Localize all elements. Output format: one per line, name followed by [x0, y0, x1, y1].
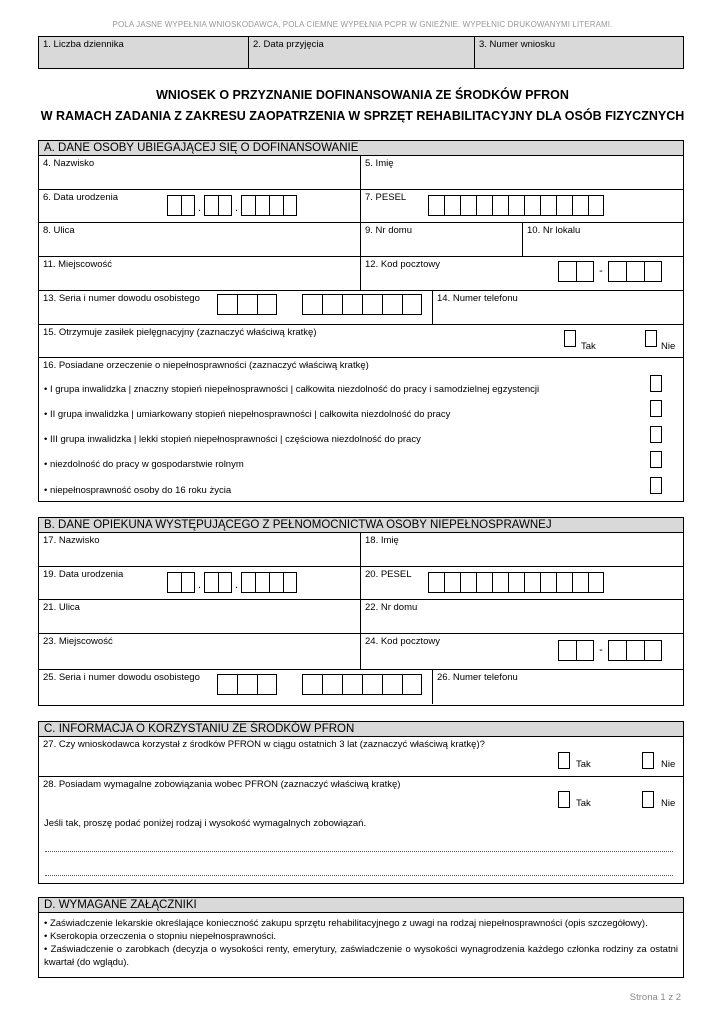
guardian-id-card-field[interactable]	[39, 670, 433, 704]
allowance-yes-label: Tak	[581, 341, 596, 352]
title-line-2: W RAMACH ZADANIA Z ZAKRESU ZAOPATRZENIA W SPRZĘT REHABILITACYJNY DLA OSÓB FIZYCZNYCH	[40, 109, 685, 123]
surname-field[interactable]	[39, 156, 361, 189]
id-card-label: 13. Seria i numer dowodu osobistego	[43, 293, 200, 304]
allowance-no-checkbox[interactable]	[645, 330, 657, 347]
section-d-heading: D. WYMAGANE ZAŁĄCZNIKI	[39, 898, 683, 913]
id-card-boxes[interactable]	[217, 294, 422, 315]
pesel-field[interactable]	[361, 190, 683, 222]
title-line-1: WNIOSEK O PRZYZNANIE DOFINANSOWANIA ZE ŚRODKÓW PFRON	[156, 88, 569, 102]
q28-no-label: Nie	[661, 798, 676, 809]
application-number-field	[475, 37, 683, 68]
birth-date-label: 6. Data urodzenia	[43, 192, 118, 203]
pfron-usage-question	[39, 737, 683, 776]
guardian-house-number-label: 22. Nr domu	[365, 602, 418, 613]
guardian-birth-date-boxes[interactable]: . .	[167, 572, 297, 593]
q28-label: 28. Posiadam wymagalne zobowiązania wobec PFRON (zaznaczyć właściwą kratkę)	[43, 779, 401, 790]
postal-code-field[interactable]	[361, 257, 683, 290]
liabilities-line-2[interactable]	[45, 875, 673, 876]
q27-yes-checkbox[interactable]	[558, 752, 570, 769]
birth-date-boxes[interactable]: . .	[167, 195, 297, 216]
flat-number-label: 10. Nr lokalu	[527, 225, 581, 236]
allowance-no-label: Nie	[661, 341, 676, 352]
city-field[interactable]	[39, 257, 361, 290]
birth-date-field[interactable]	[39, 190, 361, 222]
phone-label: 14. Numer telefonu	[437, 293, 518, 304]
date-received-label: 2. Data przyjęcia	[253, 39, 324, 50]
disability-option-1-checkbox[interactable]	[650, 375, 662, 392]
page-number: Strona 1 z 2	[629, 992, 681, 1003]
disability-label: 16. Posiadane orzeczenie o niepełnosprawności (zaznaczyć właściwą kratkę)	[43, 360, 369, 371]
section-d	[38, 897, 684, 978]
guardian-street-field[interactable]	[39, 600, 361, 633]
q27-no-label: Nie	[661, 759, 676, 770]
disability-option-2: • II grupa inwalidzka | umiarkowany stopień niepełnosprawności | całkowita niezdolność do pracy	[44, 409, 451, 420]
section-c-heading: C. INFORMACJA O KORZYSTANIU ZE ŚRODKÓW PFRON	[39, 722, 683, 737]
guardian-id-card-label: 25. Seria i numer dowodu osobistego	[43, 672, 200, 683]
q28-no-checkbox[interactable]	[642, 791, 654, 808]
guardian-house-number-field[interactable]	[361, 600, 683, 633]
pesel-label: 7. PESEL	[365, 192, 407, 203]
guardian-postal-code-field[interactable]	[361, 634, 683, 669]
section-b-heading: B. DANE OPIEKUNA WYSTĘPUJĄCEGO Z PEŁNOMOCNICTWA OSOBY NIEPEŁNOSPRAWNEJ	[39, 518, 683, 533]
flat-number-field[interactable]	[523, 223, 683, 256]
section-b	[38, 517, 684, 706]
guardian-first-name-field[interactable]	[361, 533, 683, 566]
guardian-city-label: 23. Miejscowość	[43, 636, 113, 647]
guardian-birth-date-label: 19. Data urodzenia	[43, 569, 124, 580]
disability-option-5: • niepełnosprawność osoby do 16 roku życia	[44, 485, 232, 496]
q28-yes-checkbox[interactable]	[558, 791, 570, 808]
disability-option-5-checkbox[interactable]	[650, 477, 662, 494]
guardian-birth-date-field[interactable]	[39, 567, 361, 599]
liabilities-instruction: Jeśli tak, proszę podać poniżej rodzaj i wysokość wymagalnych zobowiązań.	[44, 818, 367, 829]
guardian-postal-code-label: 24. Kod pocztowy	[365, 636, 440, 647]
office-use-box	[38, 36, 684, 69]
q27-no-checkbox[interactable]	[642, 752, 654, 769]
section-c	[38, 721, 684, 884]
first-name-field[interactable]	[361, 156, 683, 189]
header-note: POLA JASNE WYPEŁNIA WNIOSKODAWCA, POLA CIEMNE WYPEŁNIA PCPR W GNIEŹNIE. WYPEŁNIC DRUKOWANYMI LITERAMI.	[112, 20, 613, 29]
date-received-field	[249, 37, 475, 68]
disability-option-3-checkbox[interactable]	[650, 426, 662, 443]
guardian-pesel-boxes[interactable]	[428, 572, 604, 593]
guardian-city-field[interactable]	[39, 634, 361, 669]
first-name-label: 5. Imię	[365, 158, 394, 169]
disability-question	[39, 358, 683, 501]
guardian-first-name-label: 18. Imię	[365, 535, 399, 546]
phone-field[interactable]	[433, 291, 683, 324]
pfron-liabilities-question	[39, 777, 683, 883]
log-number-label: 1. Liczba dziennika	[43, 39, 124, 50]
guardian-surname-label: 17. Nazwisko	[43, 535, 100, 546]
allowance-yes-checkbox[interactable]	[564, 330, 576, 347]
guardian-street-label: 21. Ulica	[43, 602, 80, 613]
log-number-field	[39, 37, 249, 68]
guardian-pesel-field[interactable]	[361, 567, 683, 599]
guardian-pesel-label: 20. PESEL	[365, 569, 412, 580]
guardian-id-card-boxes[interactable]	[217, 674, 422, 695]
attachment-item-2: • Kserokopia orzeczenia o stopniu niepełnosprawności.	[44, 931, 276, 942]
disability-option-1: • I grupa inwalidzka | znaczny stopień niepełnosprawności | całkowita niezdolność do pracy i samodzielnej egzystencji	[44, 384, 540, 395]
application-number-label: 3. Numer wniosku	[479, 39, 556, 50]
disability-option-3: • III grupa inwalidzka | lekki stopień niepełnosprawności | częściowa niezdolność do pracy	[44, 434, 421, 445]
guardian-surname-field[interactable]	[39, 533, 361, 566]
id-card-field[interactable]	[39, 291, 433, 324]
house-number-field[interactable]	[361, 223, 523, 256]
street-label: 8. Ulica	[43, 225, 75, 236]
surname-label: 4. Nazwisko	[43, 158, 95, 169]
disability-option-2-checkbox[interactable]	[650, 400, 662, 417]
postal-code-label: 12. Kod pocztowy	[365, 259, 440, 270]
liabilities-line-1[interactable]	[45, 851, 673, 852]
section-a	[38, 140, 684, 502]
allowance-label: 15. Otrzymuje zasiłek pielęgnacyjny (zaznaczyć właściwą kratkę)	[43, 327, 317, 338]
postal-code-boxes[interactable]: -	[558, 261, 662, 282]
q27-yes-label: Tak	[576, 759, 591, 770]
house-number-label: 9. Nr domu	[365, 225, 412, 236]
pesel-boxes[interactable]	[428, 195, 604, 216]
attachment-item-3: • Zaświadczenie o zarobkach (decyzja o wysokości renty, emerytury, zaświadczenie o wysokości wynagrodzenia każdego członka rodziny za ostatni kwartał (do wglądu).	[44, 944, 678, 968]
guardian-phone-field[interactable]	[433, 670, 683, 704]
q28-yes-label: Tak	[576, 798, 591, 809]
guardian-phone-label: 26. Numer telefonu	[437, 672, 518, 683]
q27-label: 27. Czy wnioskodawca korzystał z środków PFRON w ciągu ostatnich 3 lat (zaznaczyć właściwą kratkę)?	[43, 739, 485, 750]
street-field[interactable]	[39, 223, 361, 256]
attachment-item-1: • Zaświadczenie lekarskie określające konieczność zakupu sprzętu rehabilitacyjnego z uwagi na rodzaj niepełnosprawności (opis szczegółowy).	[44, 918, 648, 929]
disability-option-4-checkbox[interactable]	[650, 451, 662, 468]
disability-option-4: • niezdolność do pracy w gospodarstwie rolnym	[44, 459, 244, 470]
allowance-question	[39, 325, 683, 357]
guardian-postal-code-boxes[interactable]: -	[558, 640, 662, 661]
city-label: 11. Miejscowość	[43, 259, 112, 270]
attachments-list	[39, 913, 683, 973]
section-a-heading: A. DANE OSOBY UBIEGAJĄCEJ SIĘ O DOFINANSOWANIE	[39, 141, 683, 156]
